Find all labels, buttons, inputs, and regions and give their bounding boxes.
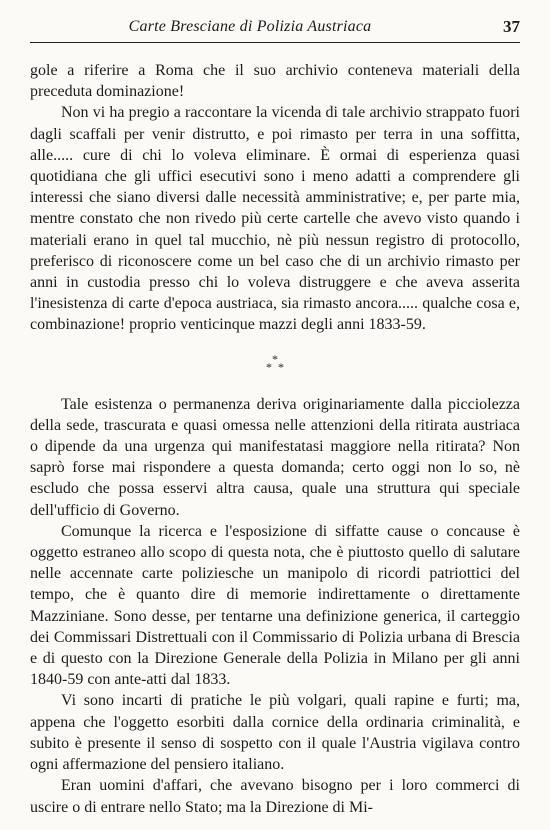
paragraph: Non vi ha pregio a raccontare la vicenda di tale archivio strappato fuori dagli scaffali per venir distrutto, e poi rimasto per terra in una soffitta, alle..... cure di chi lo voleva eliminare. È ormai di esperienza quasi quotidiana che gli uffici esecutivi sono i meno adatti a comprendere gli interessi che siano diversi dalle necessità amministrative; e, per parte mia, mentre constato che non rivedo più certe cartelle che avevo visto quando i materiali erano in quel tal mucchio, nè più nessun registro di protocollo, preferisco di riconoscere come un bel caso che di un archivio rimasto per anni in custodia presso chi lo voleva distruggere e che aveva asserita l'inesistenza di carte d'epoca austriaca, sia rimasto ancora..... qualche cosa e, combinazione! proprio venticinque mazzi degli anni 1833-59.: [30, 104, 520, 334]
page-header: [30, 14, 520, 43]
asterism-star-top: *: [272, 351, 278, 366]
asterism-star-right: *: [278, 359, 284, 374]
paragraph: Comunque la ricerca e l'esposizione di siffatte cause o concause è oggetto estraneo allo scopo di questa nota, che è piuttosto quello di salutare nelle accennate carte poliziesche un manipolo di ricordi patriottici del tempo, che è quanto dire di memorie indirettamente o direttamente Mazziniane. Sono desse, per tentarne una definizione generica, il carteggio dei Commissari Distrettuali con il Commissario di Polizia urbana di Brescia e di questo con la Direzione Generale della Polizia in Milano per gli anni 1840-59 con ante-atti dal 1833.: [30, 522, 520, 689]
paragraph: Vi sono incarti di pratiche le più volgari, quali rapine e furti; ma, appena che l'oggetto esorbiti dalla cornice della ordinaria criminalità, e subito è presente il senso di sospetto con il quale l'Austria vigilava contro ogni affermazione del pensiero italiano.: [30, 692, 520, 774]
section-break-asterism: [30, 336, 520, 394]
paragraph: Eran uomini d'affari, che avevano bisogno per i loro commerci di uscire o di entrare nello Stato; ma la Direzione di Mi-: [30, 777, 520, 816]
paragraph: Tale esistenza o permanenza deriva originariamente dalla picciolezza della sede, trascurata e quasi omessa nelle attenzioni della ritirata austriaca o dipende da una urgenza qui manifestatasi maggiore nella ritirata? Non saprò forse mai rispondere a questa domanda; certo oggi non lo so, nè escludo che possa esservi altra causa, quale una struttura qui speciale dell'ufficio di Governo.: [30, 395, 520, 519]
running-title: Carte Bresciane di Polizia Austriaca: [128, 18, 372, 35]
body-text: [30, 60, 520, 818]
paragraph: gole a riferire a Roma che il suo archivio conteneva materiali della preceduta dominazione!: [30, 62, 520, 101]
page-number: 37: [503, 17, 520, 36]
asterism-star-left: *: [266, 359, 272, 374]
